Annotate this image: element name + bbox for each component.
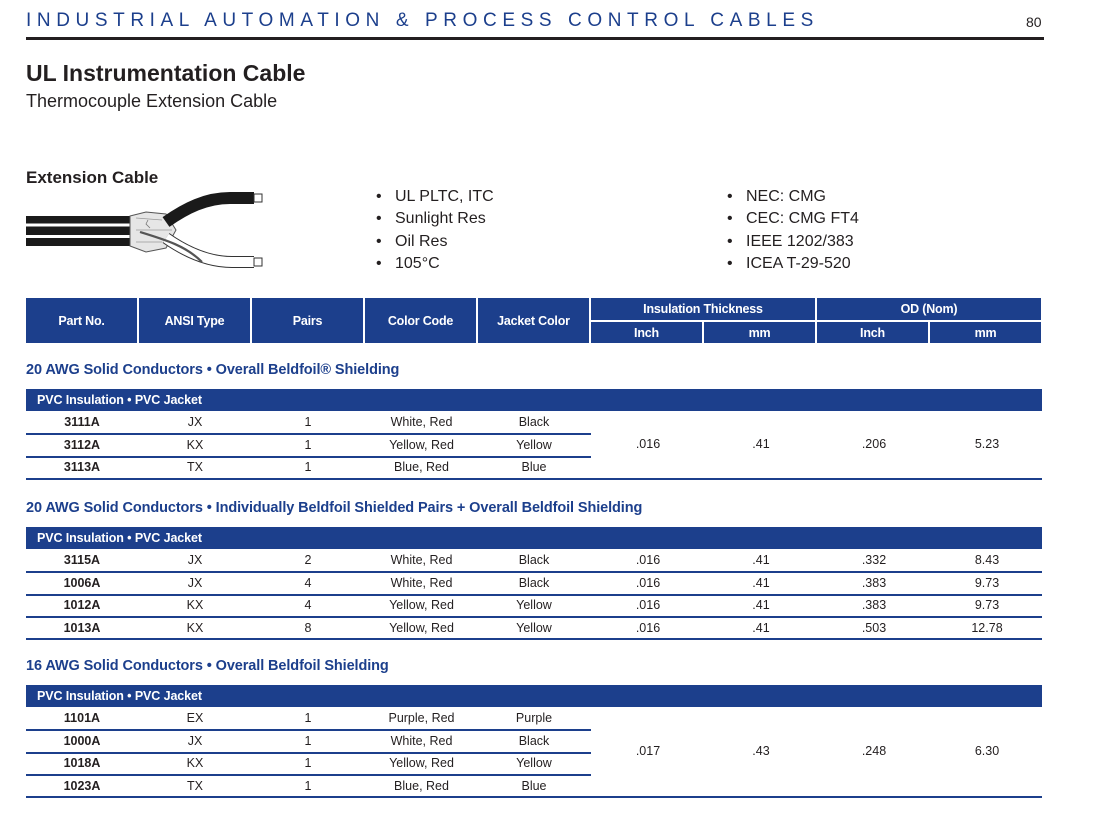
ansi-type: KX bbox=[186, 756, 204, 770]
ansi-type: EX bbox=[186, 711, 204, 725]
insulation-mm-value: .43 bbox=[752, 744, 770, 758]
group-bottom-rule bbox=[26, 638, 1042, 640]
pairs: 1 bbox=[304, 756, 312, 770]
table-row bbox=[26, 456, 591, 479]
jacket-color: Black bbox=[518, 576, 550, 590]
color-code: Yellow, Red bbox=[389, 598, 454, 612]
color-code: Yellow, Red bbox=[389, 621, 454, 635]
od-inch-value: .248 bbox=[861, 744, 887, 758]
column-header-insulation-mm: mm bbox=[704, 322, 815, 343]
insulation-inch-value: .016 bbox=[635, 598, 661, 612]
insulation-mm-value: .41 bbox=[752, 437, 770, 451]
header-rule bbox=[26, 37, 1044, 40]
table-row bbox=[26, 434, 591, 457]
table-row bbox=[26, 549, 1043, 572]
bullet-item: • Oil Res bbox=[376, 232, 448, 250]
column-header-od-inch: Inch bbox=[817, 322, 928, 343]
insulation-mm-value: .41 bbox=[752, 576, 770, 590]
insulation-band: PVC Insulation • PVC Jacket bbox=[26, 527, 1042, 549]
part-number: 1101A bbox=[63, 711, 101, 725]
insulation-mm-value: .41 bbox=[752, 553, 770, 567]
column-header-insulation-inch: Inch bbox=[591, 322, 702, 343]
part-number: 1006A bbox=[63, 576, 101, 590]
table-row bbox=[26, 707, 591, 730]
pairs: 1 bbox=[304, 779, 312, 793]
page-subtitle: Thermocouple Extension Cable bbox=[26, 91, 278, 111]
table-row bbox=[26, 411, 591, 434]
ansi-type: TX bbox=[187, 779, 203, 793]
ansi-type: KX bbox=[186, 438, 204, 452]
page-number: 80 bbox=[1026, 14, 1042, 30]
od-mm-value: 8.43 bbox=[974, 553, 1000, 567]
od-inch-value: .503 bbox=[861, 621, 887, 635]
od-inch-value: .206 bbox=[861, 437, 887, 451]
part-number: 1012A bbox=[63, 598, 101, 612]
ansi-type: KX bbox=[186, 621, 204, 635]
od-mm-value: 9.73 bbox=[974, 598, 1000, 612]
running-header-title: INDUSTRIAL AUTOMATION & PROCESS CONTROL CABLES bbox=[26, 10, 819, 31]
color-code: Yellow, Red bbox=[389, 756, 454, 770]
ansi-type: JX bbox=[187, 734, 203, 748]
part-number: 1018A bbox=[63, 756, 101, 770]
part-number: 3112A bbox=[63, 438, 101, 452]
part-number: 1000A bbox=[63, 734, 101, 748]
jacket-color: Yellow bbox=[516, 621, 552, 635]
table-row bbox=[26, 594, 1043, 617]
jacket-color: Yellow bbox=[516, 438, 552, 452]
insulation-mm-value: .41 bbox=[752, 598, 770, 612]
bullet-item: • Sunlight Res bbox=[376, 210, 486, 228]
pairs: 1 bbox=[304, 460, 312, 474]
page-title: UL Instrumentation Cable bbox=[26, 60, 306, 86]
od-mm-value: 6.30 bbox=[974, 744, 1000, 758]
jacket-color: Blue bbox=[521, 460, 547, 474]
insulation-mm-value: .41 bbox=[752, 621, 770, 635]
jacket-color: Blue bbox=[521, 779, 547, 793]
section-title: Extension Cable bbox=[26, 168, 159, 187]
column-header-pairs: Pairs bbox=[252, 298, 363, 343]
pairs: 1 bbox=[304, 415, 312, 429]
pairs: 8 bbox=[304, 621, 312, 635]
bullet-item: • UL PLTC, ITC bbox=[376, 188, 494, 205]
white-conductor bbox=[166, 238, 262, 266]
color-code: Blue, Red bbox=[394, 779, 449, 793]
jacket-color: Yellow bbox=[516, 756, 552, 770]
od-mm-value: 9.73 bbox=[974, 576, 1000, 590]
color-code: Yellow, Red bbox=[389, 438, 454, 452]
od-inch-value: .383 bbox=[861, 576, 887, 590]
ratings-list-left bbox=[376, 186, 494, 275]
column-header-part-no: Part No. bbox=[26, 298, 137, 343]
color-code: White, Red bbox=[390, 553, 453, 567]
jacket-color: Black bbox=[518, 553, 550, 567]
part-number: 1023A bbox=[63, 779, 101, 793]
insulation-band: PVC Insulation • PVC Jacket bbox=[26, 685, 1042, 707]
pairs: 1 bbox=[304, 438, 312, 452]
insulation-inch-value: .016 bbox=[635, 437, 661, 451]
table-row bbox=[26, 572, 1043, 595]
bullet-item: • NEC: CMG bbox=[727, 188, 826, 205]
part-number: 3111A bbox=[64, 415, 100, 429]
od-inch-value: .383 bbox=[861, 598, 887, 612]
part-number: 3115A bbox=[63, 553, 101, 567]
black-conductor bbox=[166, 194, 262, 222]
pairs: 4 bbox=[304, 598, 312, 612]
table-row bbox=[26, 617, 1043, 640]
color-code: White, Red bbox=[390, 576, 453, 590]
ansi-type: TX bbox=[187, 460, 203, 474]
table-row bbox=[26, 775, 591, 798]
jacket-color: Yellow bbox=[516, 598, 552, 612]
pairs: 4 bbox=[304, 576, 312, 590]
insulation-inch-value: .016 bbox=[635, 553, 661, 567]
group-title: 20 AWG Solid Conductors • Individually Beldfoil Shielded Pairs + Overall Beldfoil Shielding bbox=[26, 500, 643, 516]
cable-illustration bbox=[26, 190, 266, 272]
color-code: White, Red bbox=[390, 734, 453, 748]
color-code: Purple, Red bbox=[388, 711, 455, 725]
pairs: 2 bbox=[304, 553, 312, 567]
pairs: 1 bbox=[304, 711, 312, 725]
group-bottom-rule bbox=[26, 478, 1042, 480]
bullet-item: • 105°C bbox=[376, 254, 440, 272]
ansi-type: JX bbox=[187, 553, 203, 567]
column-header-od-nom: OD (Nom) bbox=[817, 298, 1041, 320]
column-header-insulation-thickness: Insulation Thickness bbox=[591, 298, 815, 320]
column-header-ansi-type: ANSI Type bbox=[139, 298, 250, 343]
part-number: 3113A bbox=[63, 460, 101, 474]
insulation-inch-value: .017 bbox=[635, 744, 661, 758]
table-row bbox=[26, 730, 591, 753]
ansi-type: JX bbox=[187, 576, 203, 590]
table-row bbox=[26, 752, 591, 775]
ansi-type: KX bbox=[186, 598, 204, 612]
bullet-item: • ICEA T-29-520 bbox=[727, 254, 851, 272]
color-code: White, Red bbox=[390, 415, 453, 429]
insulation-band: PVC Insulation • PVC Jacket bbox=[26, 389, 1042, 411]
column-header-od-mm: mm bbox=[930, 322, 1041, 343]
color-code: Blue, Red bbox=[394, 460, 449, 474]
insulation-inch-value: .016 bbox=[635, 576, 661, 590]
cable-jacket bbox=[26, 216, 130, 246]
column-header-jacket-color: Jacket Color bbox=[478, 298, 589, 343]
ansi-type: JX bbox=[187, 415, 203, 429]
bullet-item: • IEEE 1202/383 bbox=[727, 232, 854, 250]
jacket-color: Black bbox=[518, 734, 550, 748]
od-inch-value: .332 bbox=[861, 553, 887, 567]
group-bottom-rule bbox=[26, 796, 1042, 798]
column-header-color-code: Color Code bbox=[365, 298, 476, 343]
jacket-color: Black bbox=[518, 415, 550, 429]
od-mm-value: 5.23 bbox=[974, 437, 1000, 451]
insulation-inch-value: .016 bbox=[635, 621, 661, 635]
group-title: 16 AWG Solid Conductors • Overall Beldfoil Shielding bbox=[26, 658, 389, 674]
bullet-item: • CEC: CMG FT4 bbox=[727, 210, 859, 228]
part-number: 1013A bbox=[63, 621, 101, 635]
group-title: 20 AWG Solid Conductors • Overall Beldfoil® Shielding bbox=[26, 362, 400, 378]
ratings-list-right bbox=[727, 186, 859, 275]
pairs: 1 bbox=[304, 734, 312, 748]
od-mm-value: 12.78 bbox=[971, 621, 1003, 635]
jacket-color: Purple bbox=[515, 711, 553, 725]
